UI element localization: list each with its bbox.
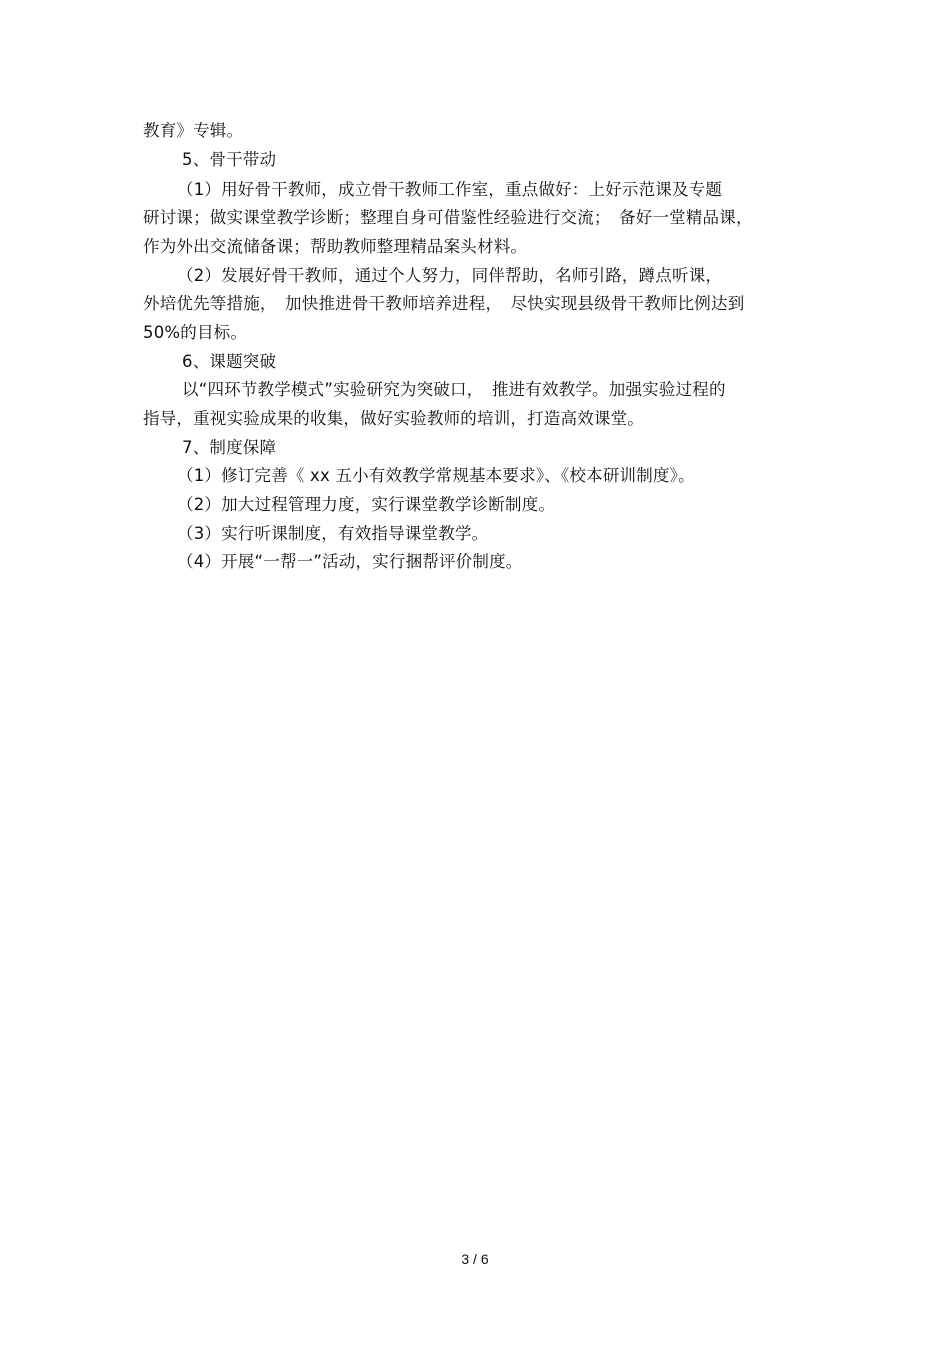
- text-line-3: （1）用好骨干教师，成立骨干教师工作室，重点做好：上好示范课及专题: [177, 180, 723, 199]
- list-item-3: （3）实行听课制度，有效指导课堂教学。: [177, 524, 489, 543]
- section-heading-5: 5、骨干带动: [182, 150, 277, 169]
- text-line-6: （2）发展好骨干教师，通过个人努力，同伴帮助，名师引路，蹲点听课，: [177, 266, 723, 285]
- list-item-1: （1）修订完善《 xx 五小有效教学常规基本要求》、《校本研训制度》。: [177, 466, 695, 485]
- list-item-4: （4）开展“一帮一”活动，实行捆帮评价制度。: [177, 552, 523, 571]
- text-line-5: 作为外出交流储备课；帮助教师整理精品案头材料。: [143, 237, 528, 256]
- list-item-2: （2）加大过程管理力度，实行课堂教学诊断制度。: [177, 495, 556, 514]
- text-line-1: 教育》专辑。: [143, 121, 244, 140]
- text-line-4: 研讨课；做实课堂教学诊断；整理自身可借鉴性经验进行交流； 备好一堂精品课，: [143, 208, 753, 227]
- page-number: 3 / 6: [461, 1251, 489, 1267]
- section-heading-7: 7、制度保障: [182, 438, 277, 457]
- section-heading-6: 6、课题突破: [182, 352, 277, 371]
- text-line-8: 50%的目标。: [143, 323, 248, 342]
- text-line-10: 以“四环节教学模式”实验研究为突破口， 推进有效教学。加强实验过程的: [182, 380, 726, 399]
- text-line-7: 外培优先等措施， 加快推进骨干教师培养进程， 尽快实现县级骨干教师比例达到: [143, 294, 745, 313]
- text-line-11: 指导，重视实验成果的收集，做好实验教师的培训，打造高效课堂。: [143, 409, 644, 428]
